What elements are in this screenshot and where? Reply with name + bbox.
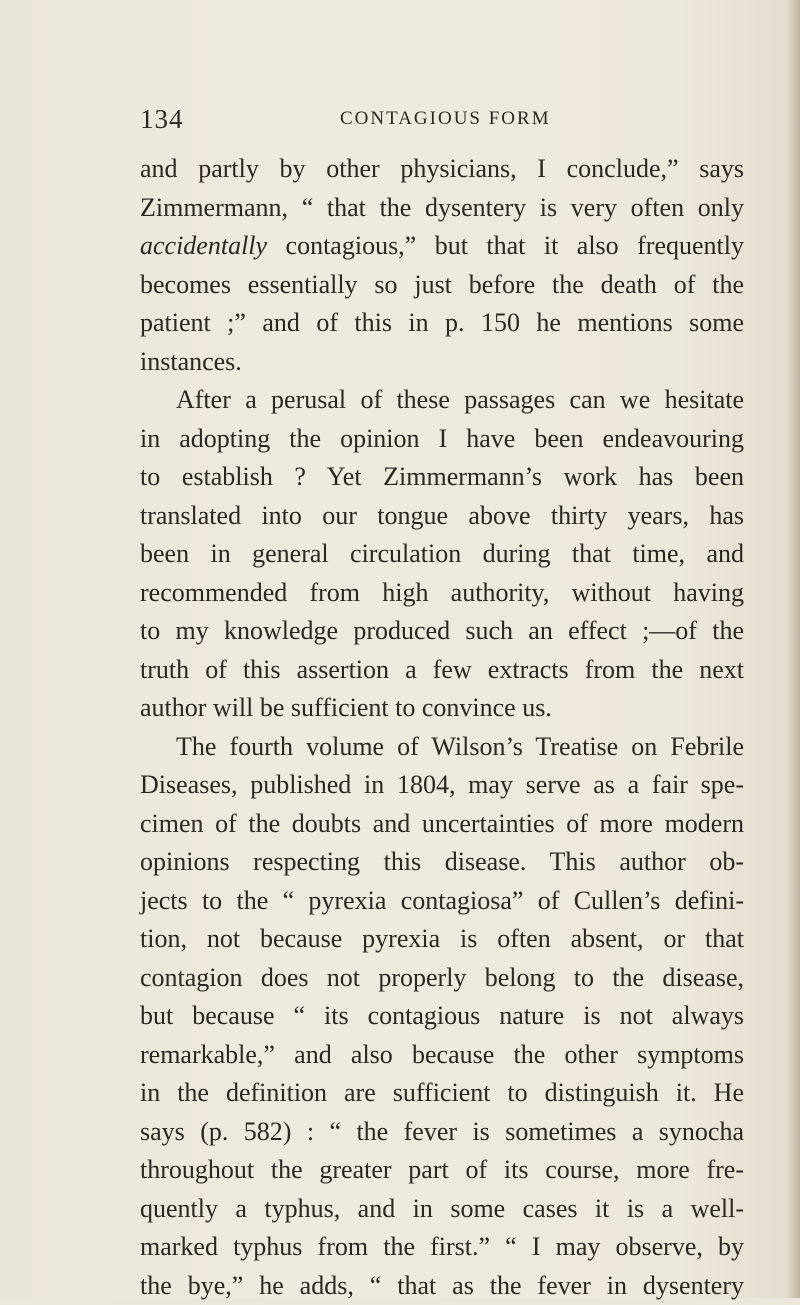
paragraph-start-line: After a perusal of these passages can we hesitate: [140, 381, 744, 420]
text-line: and partly by other physicians, I conclude,” says: [140, 150, 744, 189]
text-line: marked typhus from the first.” “ I may observe, by: [140, 1228, 744, 1267]
text-line: throughout the greater part of its course, more fre-: [140, 1151, 744, 1190]
text-line: tion, not because pyrexia is often absent, or that: [140, 920, 744, 959]
text-line: but because “ its contagious nature is not always: [140, 997, 744, 1036]
running-head: CONTAGIOUS FORM: [340, 108, 551, 130]
text-line: jects to the “ pyrexia contagiosa” of Cullen’s defini-: [140, 882, 744, 921]
text-line: cimen of the doubts and uncertainties of more modern: [140, 805, 744, 844]
page-edge-shadow: [786, 0, 800, 1298]
text-line: truth of this assertion a few extracts from the next: [140, 651, 744, 690]
text-line: says (p. 582) : “ the fever is sometimes a synocha: [140, 1113, 744, 1152]
text-line: patient ;” and of this in p. 150 he mentions some: [140, 304, 744, 343]
text-line: [140, 227, 744, 266]
text-line: becomes essentially so just before the death of the: [140, 266, 744, 305]
text-line: in adopting the opinion I have been endeavouring: [140, 420, 744, 459]
body-text: [140, 150, 744, 1305]
text-line: recommended from high authority, without having: [140, 574, 744, 613]
text-line: to my knowledge produced such an effect ;—of the: [140, 612, 744, 651]
paragraph-start-line: The fourth volume of Wilson’s Treatise on Febrile: [140, 728, 744, 767]
text-line-rest: contagious,” but that it also frequently: [267, 231, 744, 260]
text-line: translated into our tongue above thirty years, has: [140, 497, 744, 536]
text-line: quently a typhus, and in some cases it is a well-: [140, 1190, 744, 1229]
page-header: [140, 104, 740, 144]
text-line: the bye,” he adds, “ that as the fever in dysentery: [140, 1267, 744, 1305]
text-line: been in general circulation during that time, and: [140, 535, 744, 574]
page-number: 134: [140, 104, 184, 135]
text-line: to establish ? Yet Zimmermann’s work has been: [140, 458, 744, 497]
text-line: in the definition are sufficient to distinguish it. He: [140, 1074, 744, 1113]
text-line: Zimmermann, “ that the dysentery is very often only: [140, 189, 744, 228]
paragraph-end-line: instances.: [140, 343, 744, 382]
text-line: Diseases, published in 1804, may serve as a fair spe-: [140, 766, 744, 805]
italic-word: accidentally: [140, 231, 267, 260]
text-line: opinions respecting this disease. This author ob-: [140, 843, 744, 882]
text-line: remarkable,” and also because the other symptoms: [140, 1036, 744, 1075]
text-line: contagion does not properly belong to the disease,: [140, 959, 744, 998]
paragraph-end-line: author will be sufficient to convince us.: [140, 689, 744, 728]
